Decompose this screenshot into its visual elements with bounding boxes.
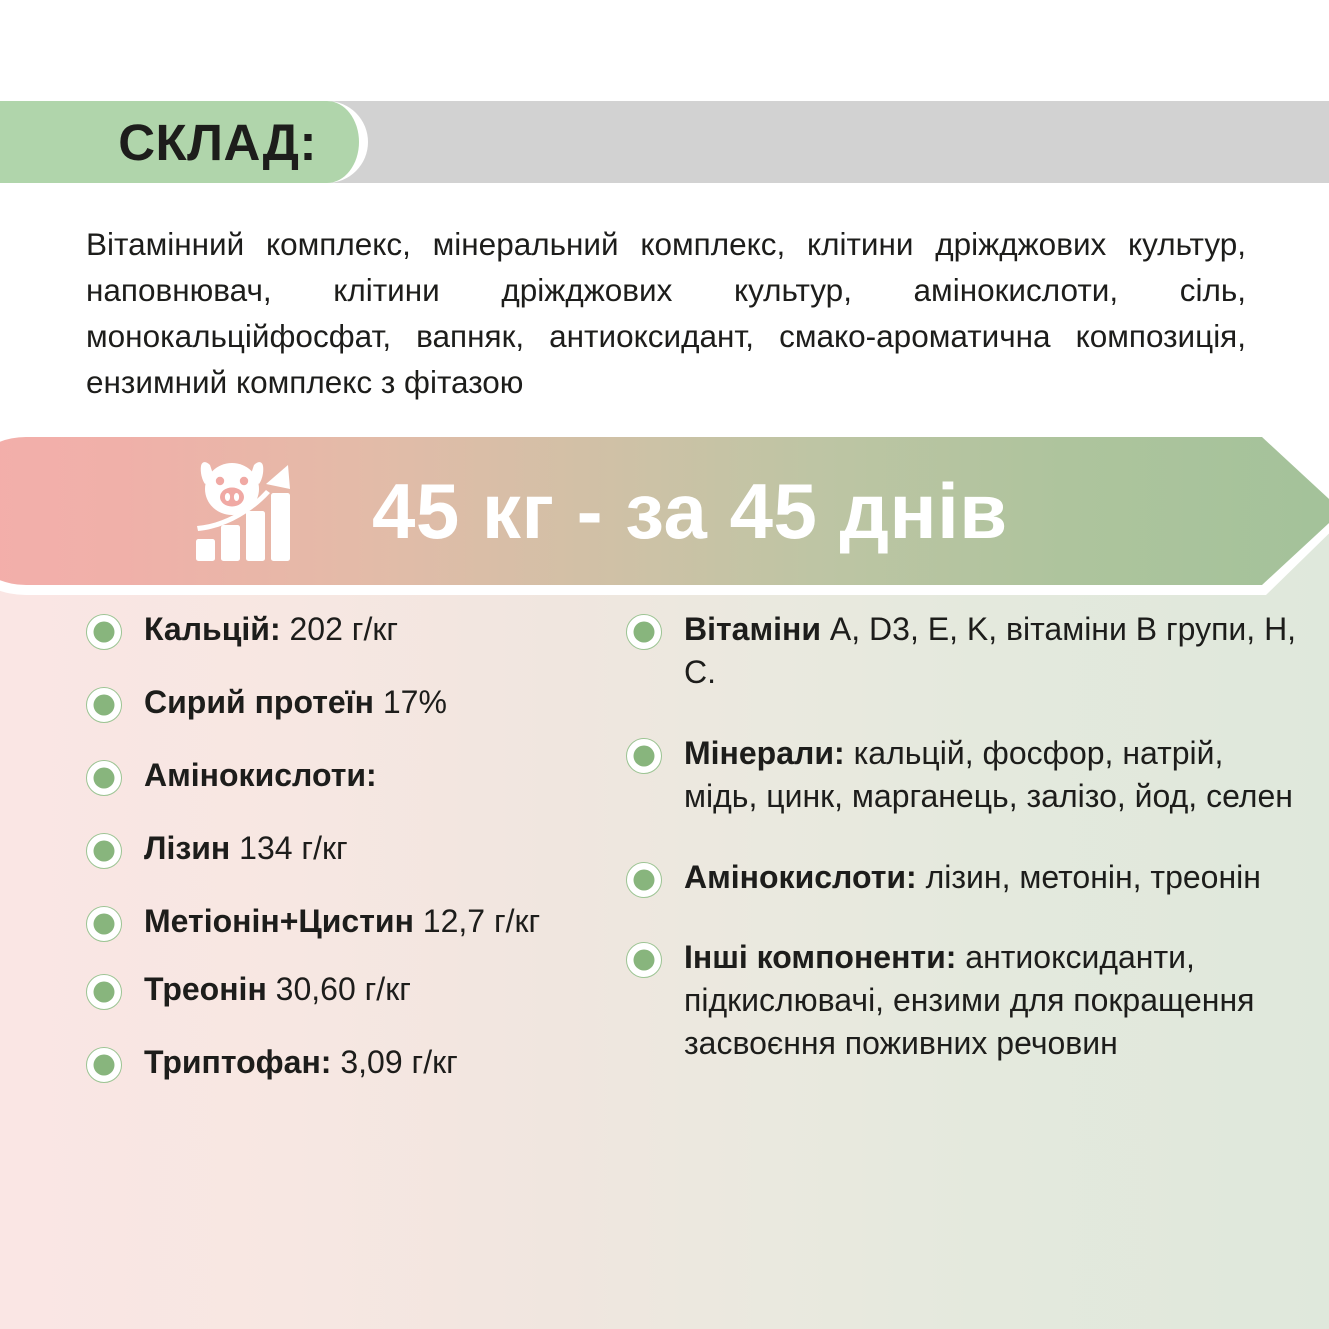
- page-title: СКЛАД:: [118, 113, 317, 171]
- bullet-dot-icon: [86, 974, 122, 1010]
- list-item: [626, 608, 1300, 694]
- list-item-text: Інші компоненти: антиоксиданти, підкислювачі, ензими для покращення засвоєння поживних речовин: [684, 939, 1255, 1062]
- list-item-text: Мінерали: кальцій, фосфор, натрій, мідь, цинк, марганець, залізо, йод, селен: [684, 734, 1293, 814]
- list-item: [626, 936, 1300, 1065]
- list-item: [86, 754, 600, 797]
- bullet-dot-icon: [626, 614, 662, 650]
- list-item-text: Амінокислоти:: [144, 756, 377, 793]
- list-item: [86, 968, 600, 1011]
- list-item-text: Вітаміни A, D3, E, K, вітаміни B групи, H, C.: [684, 611, 1297, 690]
- list-item: [626, 856, 1300, 899]
- highlight-banner: [0, 437, 1329, 585]
- bullet-dot-icon: [86, 760, 122, 796]
- bullet-dot-icon: [86, 833, 122, 869]
- bullet-dot-icon: [86, 906, 122, 942]
- list-item-text: Метіонін+Цистин 12,7 г/кг: [144, 902, 541, 939]
- bullet-dot-icon: [86, 614, 122, 650]
- list-item-text: Кальцій: 202 г/кг: [144, 611, 399, 647]
- composition-paragraph: Вітамінний комплекс, мінеральний комплекс, клітини дріжджових культур, наповнювач, клітини дріжджових культур, амінокислоти, сіль, монокальційфосфат, вапняк, антиоксидант, смако-ароматична композиція, ензимний комплекс з фітазою: [86, 226, 1246, 400]
- bullet-dot-icon: [626, 942, 662, 978]
- bullet-dot-icon: [626, 862, 662, 898]
- nutrition-columns: [0, 608, 1329, 1114]
- banner-headline: 45 кг - за 45 днів: [372, 467, 1008, 555]
- list-item: [86, 608, 600, 651]
- bullet-dot-icon: [626, 738, 662, 774]
- pig-growth-chart-icon: [192, 459, 312, 563]
- list-item: [86, 1041, 600, 1084]
- list-item: [86, 827, 600, 870]
- list-item-text: Триптофан: 3,09 г/кг: [144, 1044, 458, 1081]
- list-item-text: Амінокислоти: лізин, метонін, треонін: [684, 858, 1261, 895]
- section-header-pill: [0, 101, 368, 183]
- list-item-text: Лізин 134 г/кг: [144, 829, 348, 866]
- nutrition-right-column: [600, 608, 1300, 1114]
- bullet-dot-icon: [86, 1047, 122, 1083]
- list-item: [86, 900, 600, 943]
- list-item: [86, 681, 600, 724]
- list-item-text: Треонін 30,60 г/кг: [144, 971, 411, 1008]
- list-item-text: Сирий протеїн 17%: [144, 683, 447, 720]
- list-item: [626, 732, 1300, 818]
- bullet-dot-icon: [86, 687, 122, 723]
- nutrition-left-column: [0, 608, 600, 1114]
